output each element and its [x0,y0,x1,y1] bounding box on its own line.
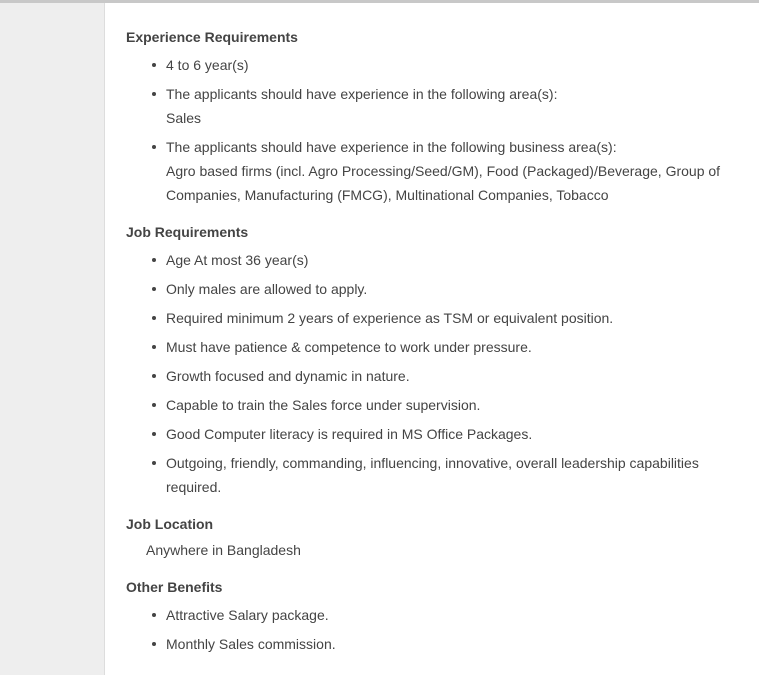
top-border [0,0,759,3]
list-item: Only males are allowed to apply. [126,277,726,301]
other-benefits-list [126,603,726,656]
other-benefits-title: Other Benefits [126,579,223,595]
list-item [126,82,726,130]
list-item: Monthly Sales commission. [126,632,726,656]
list-item: Growth focused and dynamic in nature. [126,364,726,388]
experience-item-text: 4 to 6 year(s) [166,57,249,73]
job-details-content [126,29,726,673]
experience-item-text: The applicants should have experience in the following area(s): [166,86,558,102]
list-item [126,135,726,207]
list-item: Required minimum 2 years of experience as TSM or equivalent position. [126,306,726,330]
experience-section [126,29,726,207]
list-item: Age At most 36 year(s) [126,248,726,272]
list-item: Capable to train the Sales force under supervision. [126,393,726,417]
experience-list [126,53,726,207]
experience-item-detail: Sales [166,110,202,126]
experience-item-detail: Agro based firms (incl. Agro Processing/Seed/GM), Food (Packaged)/Beverage, Group of Companies, Manufacturing (FMCG), Multinational Companies, Tobacco [166,163,721,203]
experience-title: Experience Requirements [126,29,298,45]
list-item: Must have patience & competence to work under pressure. [126,335,726,359]
list-item [126,53,726,77]
job-requirements-section [126,224,726,499]
job-location-value: Anywhere in Bangladesh [146,542,301,558]
experience-item-text: The applicants should have experience in the following business area(s): [166,139,617,155]
left-sidebar [0,3,105,675]
list-item: Outgoing, friendly, commanding, influencing, innovative, overall leadership capabilities required. [126,451,726,499]
job-requirements-list [126,248,726,499]
job-requirements-title: Job Requirements [126,224,249,240]
job-location-title: Job Location [126,516,214,532]
list-item: Good Computer literacy is required in MS Office Packages. [126,422,726,446]
other-benefits-section [126,579,726,656]
list-item: Attractive Salary package. [126,603,726,627]
job-location-section [126,516,726,562]
